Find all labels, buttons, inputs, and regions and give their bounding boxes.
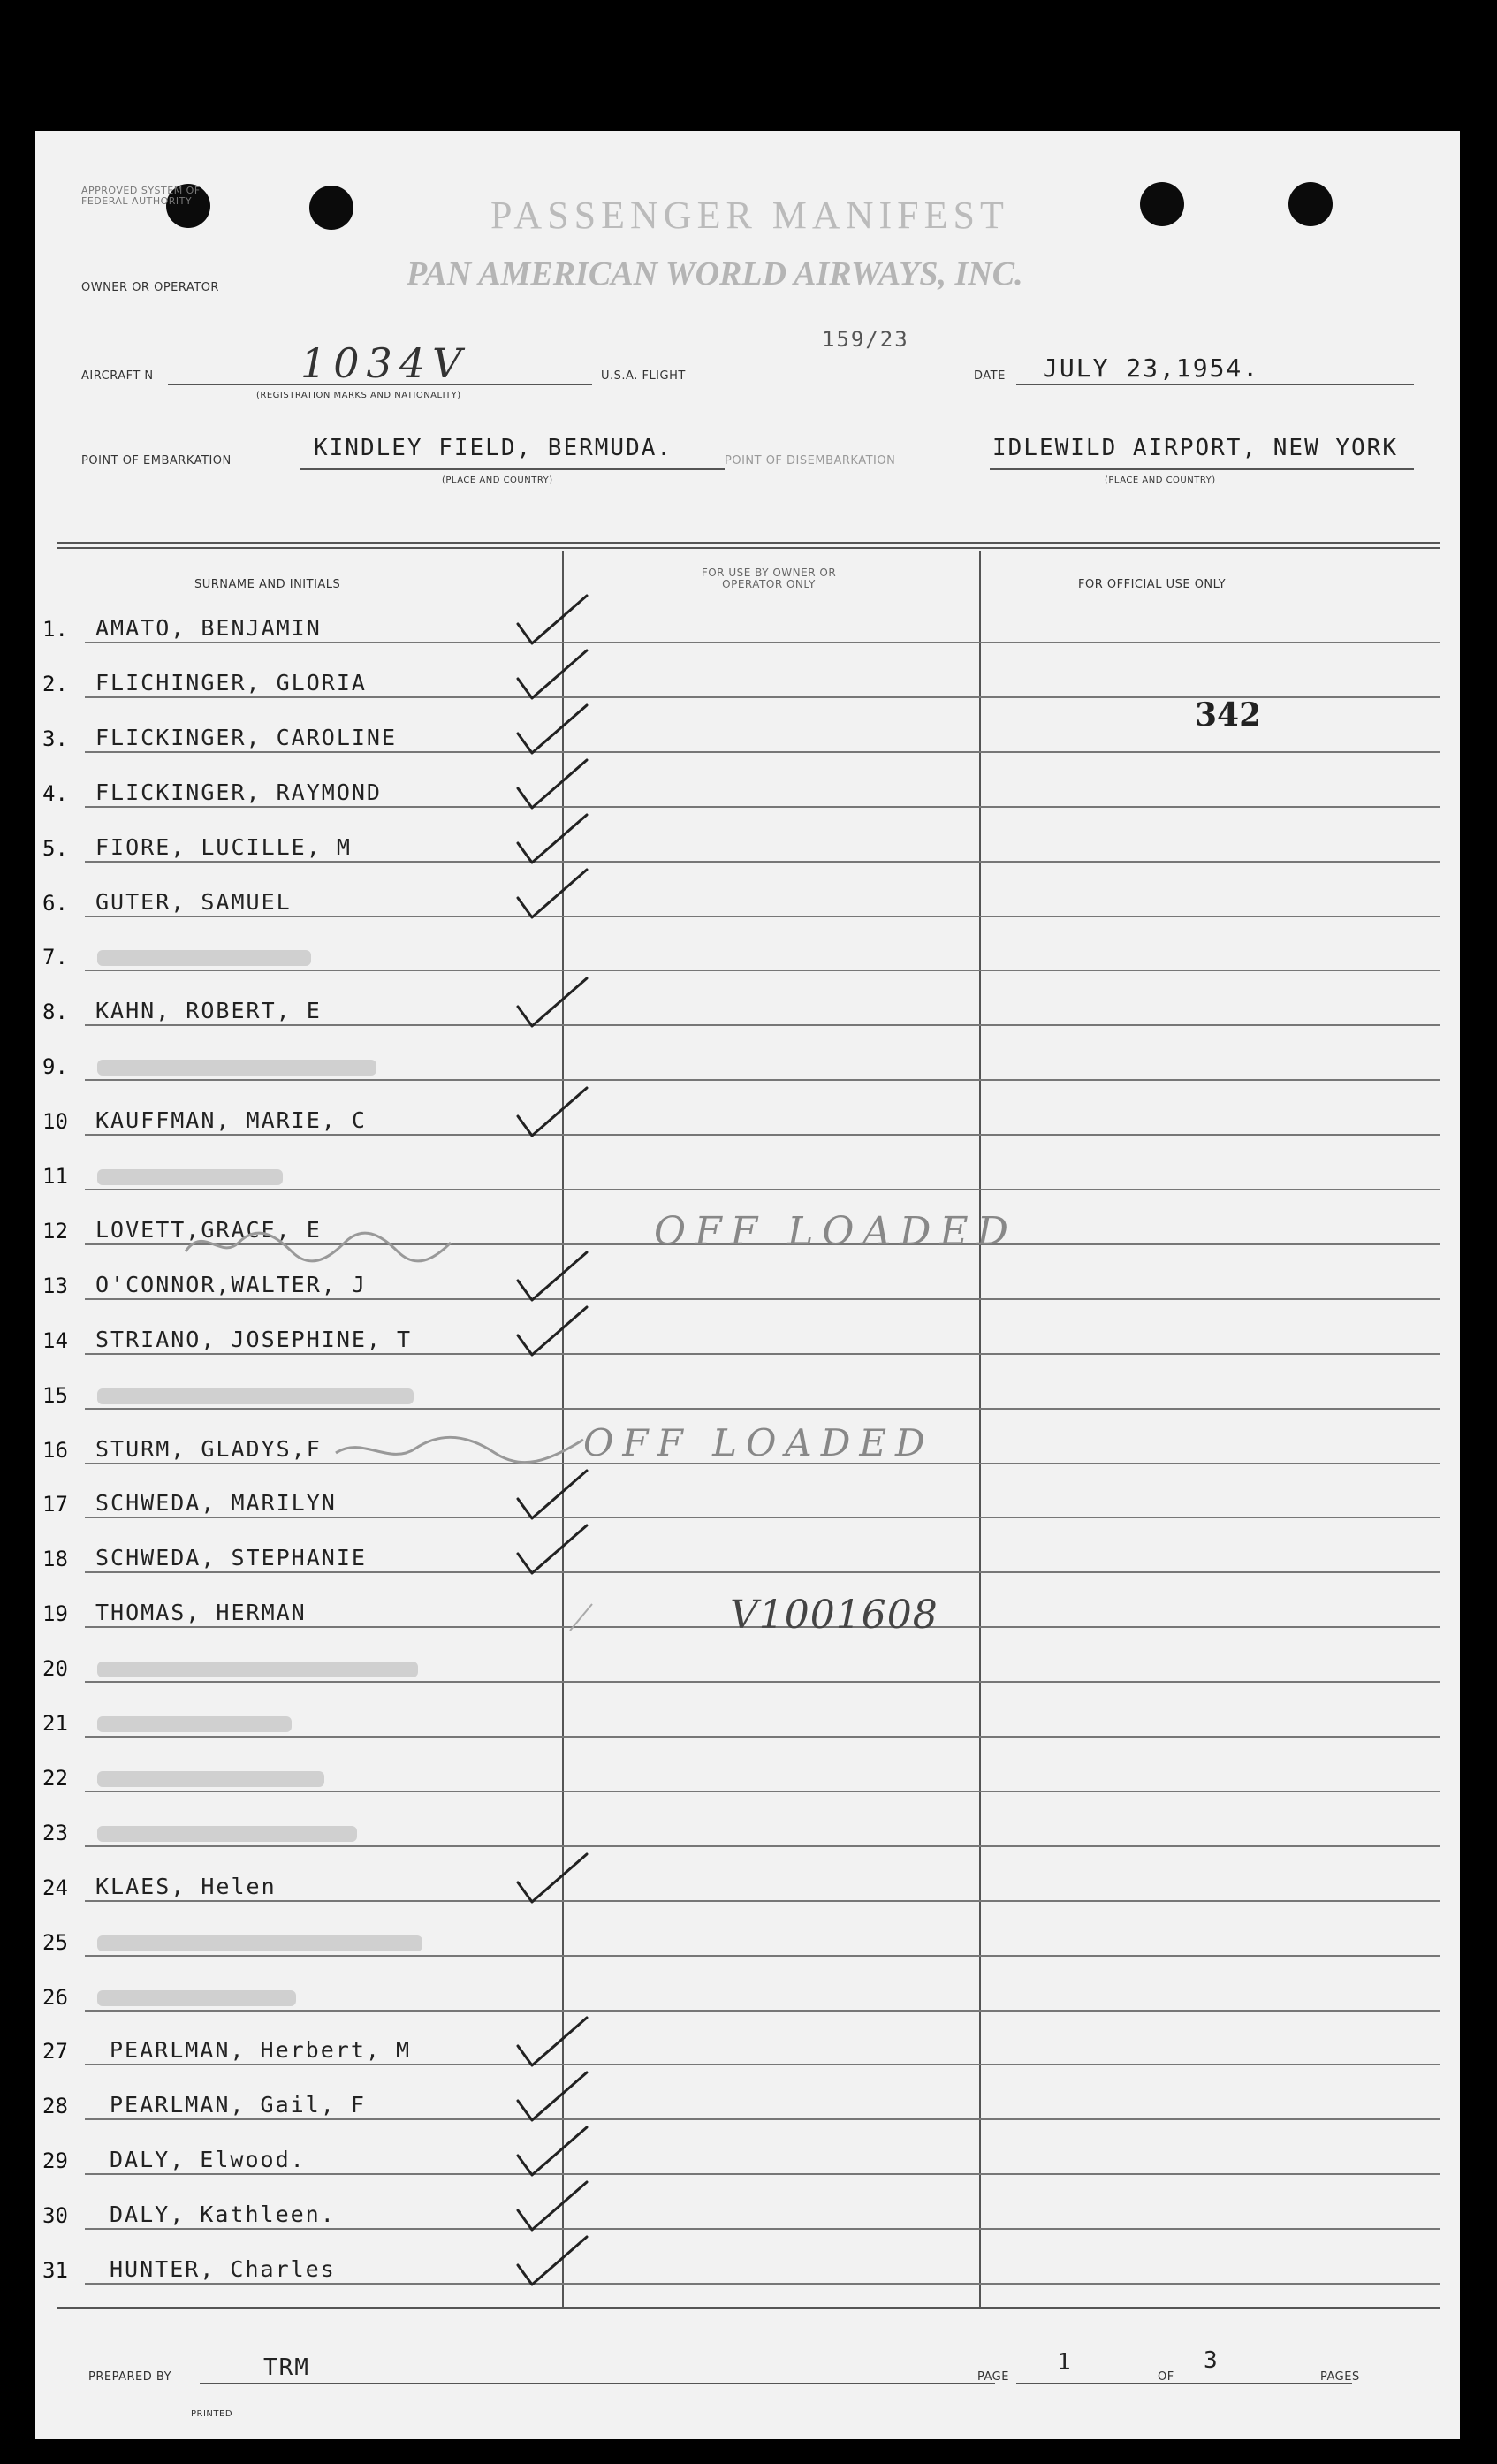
row-rule — [85, 1189, 1440, 1190]
page-label: PAGE — [977, 2370, 1009, 2384]
passenger-name: STURM, GLADYS,F — [95, 1435, 322, 1462]
redacted-entry — [97, 1716, 292, 1732]
passenger-name: DALY, Elwood. — [110, 2147, 306, 2173]
row-number: 5. — [42, 835, 68, 861]
passenger-name: KAHN, ROBERT, E — [95, 998, 322, 1024]
page-value: 1 — [1057, 2349, 1073, 2376]
row-number: 20 — [42, 1656, 68, 1682]
table-top-rule-1 — [57, 542, 1440, 544]
row-rule — [85, 1517, 1440, 1518]
printed-label: PRINTED — [191, 2409, 233, 2419]
passenger-name: FLICKINGER, RAYMOND — [95, 779, 382, 805]
table-bottom-rule — [57, 2307, 1440, 2309]
disembarkation-label: POINT OF DISEMBARKATION — [725, 454, 896, 468]
passenger-name: FIORE, LUCILLE, M — [95, 833, 352, 860]
flight-value: 159/23 — [822, 327, 909, 352]
row-rule — [85, 1571, 1440, 1573]
off-loaded-row-12: OFF LOADED — [654, 1209, 1017, 1254]
passenger-name: O'CONNOR,WALTER, J — [95, 1271, 367, 1297]
passenger-name: AMATO, BENJAMIN — [95, 615, 322, 641]
official-note: 342 — [1195, 696, 1262, 734]
binder-hole-2 — [309, 186, 353, 230]
row-rule — [85, 1408, 1440, 1410]
row-rule — [85, 2173, 1440, 2175]
check-mark-icon — [513, 2012, 592, 2074]
row-number: 25 — [42, 1929, 68, 1955]
column-header-official-use: FOR OFFICIAL USE ONLY — [1078, 578, 1227, 591]
row-rule — [85, 2064, 1440, 2065]
of-label: OF — [1158, 2370, 1174, 2384]
row-number: 12 — [42, 1218, 68, 1243]
row-rule — [85, 642, 1440, 643]
column-divider-2 — [979, 551, 981, 2307]
row-number: 3. — [42, 726, 68, 751]
row-rule — [85, 916, 1440, 917]
owner-value: PAN AMERICAN WORLD AIRWAYS, INC. — [407, 255, 1023, 293]
row-number: 26 — [42, 1984, 68, 2010]
tick-row-19 — [566, 1600, 601, 1635]
row-number: 23 — [42, 1820, 68, 1845]
row-number: 28 — [42, 2094, 68, 2119]
passenger-name: KAUFFMAN, MARIE, C — [95, 1107, 367, 1134]
check-mark-icon — [513, 590, 592, 652]
check-mark-icon — [513, 1520, 592, 1582]
embarkation-underline — [300, 468, 725, 470]
redacted-entry — [97, 1771, 324, 1787]
redacted-entry — [97, 1060, 376, 1076]
check-mark-icon — [513, 700, 592, 762]
passenger-name: THOMAS, HERMAN — [95, 1600, 307, 1626]
row-number: 19 — [42, 1601, 68, 1627]
passenger-name: FLICHINGER, GLORIA — [95, 669, 367, 696]
passenger-name: KLAES, Helen — [95, 1873, 277, 1899]
check-mark-icon — [513, 1083, 592, 1145]
row-number: 29 — [42, 2148, 68, 2174]
disembarkation-value: IDLEWILD AIRPORT, NEW YORK — [992, 435, 1398, 461]
row-rule — [85, 806, 1440, 808]
row-rule — [85, 1736, 1440, 1738]
disembarkation-sub: (PLACE AND COUNTRY) — [1105, 475, 1216, 485]
row-number: 30 — [42, 2203, 68, 2229]
date-value: JULY 23,1954. — [1043, 354, 1260, 383]
check-mark-icon — [513, 2067, 592, 2129]
owner-label: OWNER OR OPERATOR — [81, 281, 219, 294]
embarkation-label: POINT OF EMBARKATION — [81, 454, 232, 468]
passenger-name: SCHWEDA, STEPHANIE — [95, 1545, 367, 1571]
row-number: 31 — [42, 2258, 68, 2283]
row-number: 9. — [42, 1054, 68, 1080]
check-mark-icon — [513, 973, 592, 1035]
scribble-row-16 — [327, 1426, 592, 1471]
row-rule — [85, 2010, 1440, 2012]
off-loaded-row-16: OFF LOADED — [583, 1421, 934, 1464]
check-mark-icon — [513, 1302, 592, 1364]
row-number: 22 — [42, 1765, 68, 1791]
row-number: 21 — [42, 1711, 68, 1736]
row-rule — [85, 2283, 1440, 2285]
redacted-entry — [97, 1990, 296, 2006]
row-rule — [85, 1791, 1440, 1792]
row-number: 16 — [42, 1437, 68, 1463]
row-number: 7. — [42, 945, 68, 970]
redacted-entry — [97, 950, 311, 966]
prepared-by-label: PREPARED BY — [88, 2370, 172, 2384]
row-rule — [85, 2118, 1440, 2120]
usa-flight-label: U.S.A. FLIGHT — [601, 369, 686, 383]
row-number: 24 — [42, 1875, 68, 1900]
binder-hole-3 — [1140, 182, 1184, 226]
manifest-sheet — [35, 131, 1460, 2439]
row-rule — [85, 861, 1440, 863]
passenger-name: PEARLMAN, Herbert, M — [110, 2037, 412, 2064]
check-mark-icon — [513, 810, 592, 871]
passenger-name: GUTER, SAMUEL — [95, 888, 292, 915]
passenger-name: SCHWEDA, MARILYN — [95, 1490, 337, 1517]
binder-hole-4 — [1288, 182, 1333, 226]
redacted-entry — [97, 1935, 422, 1951]
row-rule — [85, 1955, 1440, 1957]
check-mark-icon — [513, 1849, 592, 1911]
prepared-by-underline — [200, 2383, 995, 2384]
check-mark-icon — [513, 755, 592, 817]
column-header-surname: SURNAME AND INITIALS — [194, 578, 341, 591]
date-underline — [1016, 384, 1414, 385]
pages-label: PAGES — [1320, 2370, 1360, 2384]
row-number: 10 — [42, 1109, 68, 1135]
check-mark-icon — [513, 2177, 592, 2239]
row-number: 15 — [42, 1382, 68, 1408]
row-number: 18 — [42, 1547, 68, 1572]
check-mark-icon — [513, 2122, 592, 2184]
row-rule — [85, 751, 1440, 753]
row-rule — [85, 2228, 1440, 2230]
disembarkation-underline — [990, 468, 1414, 470]
redacted-entry — [97, 1826, 357, 1842]
redacted-entry — [97, 1169, 283, 1185]
row-number: 2. — [42, 671, 68, 696]
row-rule — [85, 970, 1440, 971]
page-underline — [1016, 2383, 1352, 2384]
row-rule — [85, 1134, 1440, 1136]
column-header-owner-use: FOR USE BY OWNER OR OPERATOR ONLY — [701, 567, 837, 590]
passenger-name: FLICKINGER, CAROLINE — [95, 724, 398, 750]
row-19-note: V1001608 — [730, 1593, 938, 1638]
passenger-name: PEARLMAN, Gail, F — [110, 2092, 366, 2118]
row-number: 11 — [42, 1164, 68, 1189]
passenger-name: HUNTER, Charles — [110, 2256, 336, 2282]
row-rule — [85, 1024, 1440, 1026]
row-number: 8. — [42, 1000, 68, 1025]
prepared-by-value: TRM — [263, 2354, 310, 2381]
row-number: 13 — [42, 1273, 68, 1298]
aircraft-sub: (REGISTRATION MARKS AND NATIONALITY) — [256, 391, 461, 400]
row-rule — [85, 1298, 1440, 1300]
row-number: 6. — [42, 890, 68, 916]
redacted-entry — [97, 1388, 414, 1404]
row-rule — [85, 1900, 1440, 1902]
check-mark-icon — [513, 1465, 592, 1527]
passenger-name: LOVETT,GRACE, E — [95, 1216, 322, 1243]
check-mark-icon — [513, 2232, 592, 2293]
row-number: 1. — [42, 617, 68, 642]
row-number: 17 — [42, 1492, 68, 1517]
row-rule — [85, 1845, 1440, 1847]
passenger-name: DALY, Kathleen. — [110, 2202, 336, 2228]
row-number: 27 — [42, 2039, 68, 2065]
row-rule — [85, 1681, 1440, 1683]
row-rule — [85, 1079, 1440, 1081]
check-mark-icon — [513, 645, 592, 707]
manifest-title: PASSENGER MANIFEST — [490, 194, 1009, 237]
aircraft-value: 1034V — [300, 339, 469, 387]
embarkation-value: KINDLEY FIELD, BERMUDA. — [314, 435, 673, 461]
aircraft-label: AIRCRAFT N — [81, 369, 154, 383]
approved-text: APPROVED SYSTEM OF FEDERAL AUTHORITY — [81, 185, 201, 207]
table-top-rule-2 — [57, 547, 1440, 549]
of-value: 3 — [1204, 2347, 1220, 2374]
redacted-entry — [97, 1662, 418, 1677]
date-label: DATE — [974, 369, 1006, 383]
check-mark-icon — [513, 864, 592, 926]
scribble-row-12 — [177, 1216, 636, 1269]
row-number: 14 — [42, 1327, 68, 1353]
embarkation-sub: (PLACE AND COUNTRY) — [442, 475, 553, 485]
row-rule — [85, 1353, 1440, 1355]
passenger-name: STRIANO, JOSEPHINE, T — [95, 1326, 413, 1352]
row-number: 4. — [42, 780, 68, 806]
